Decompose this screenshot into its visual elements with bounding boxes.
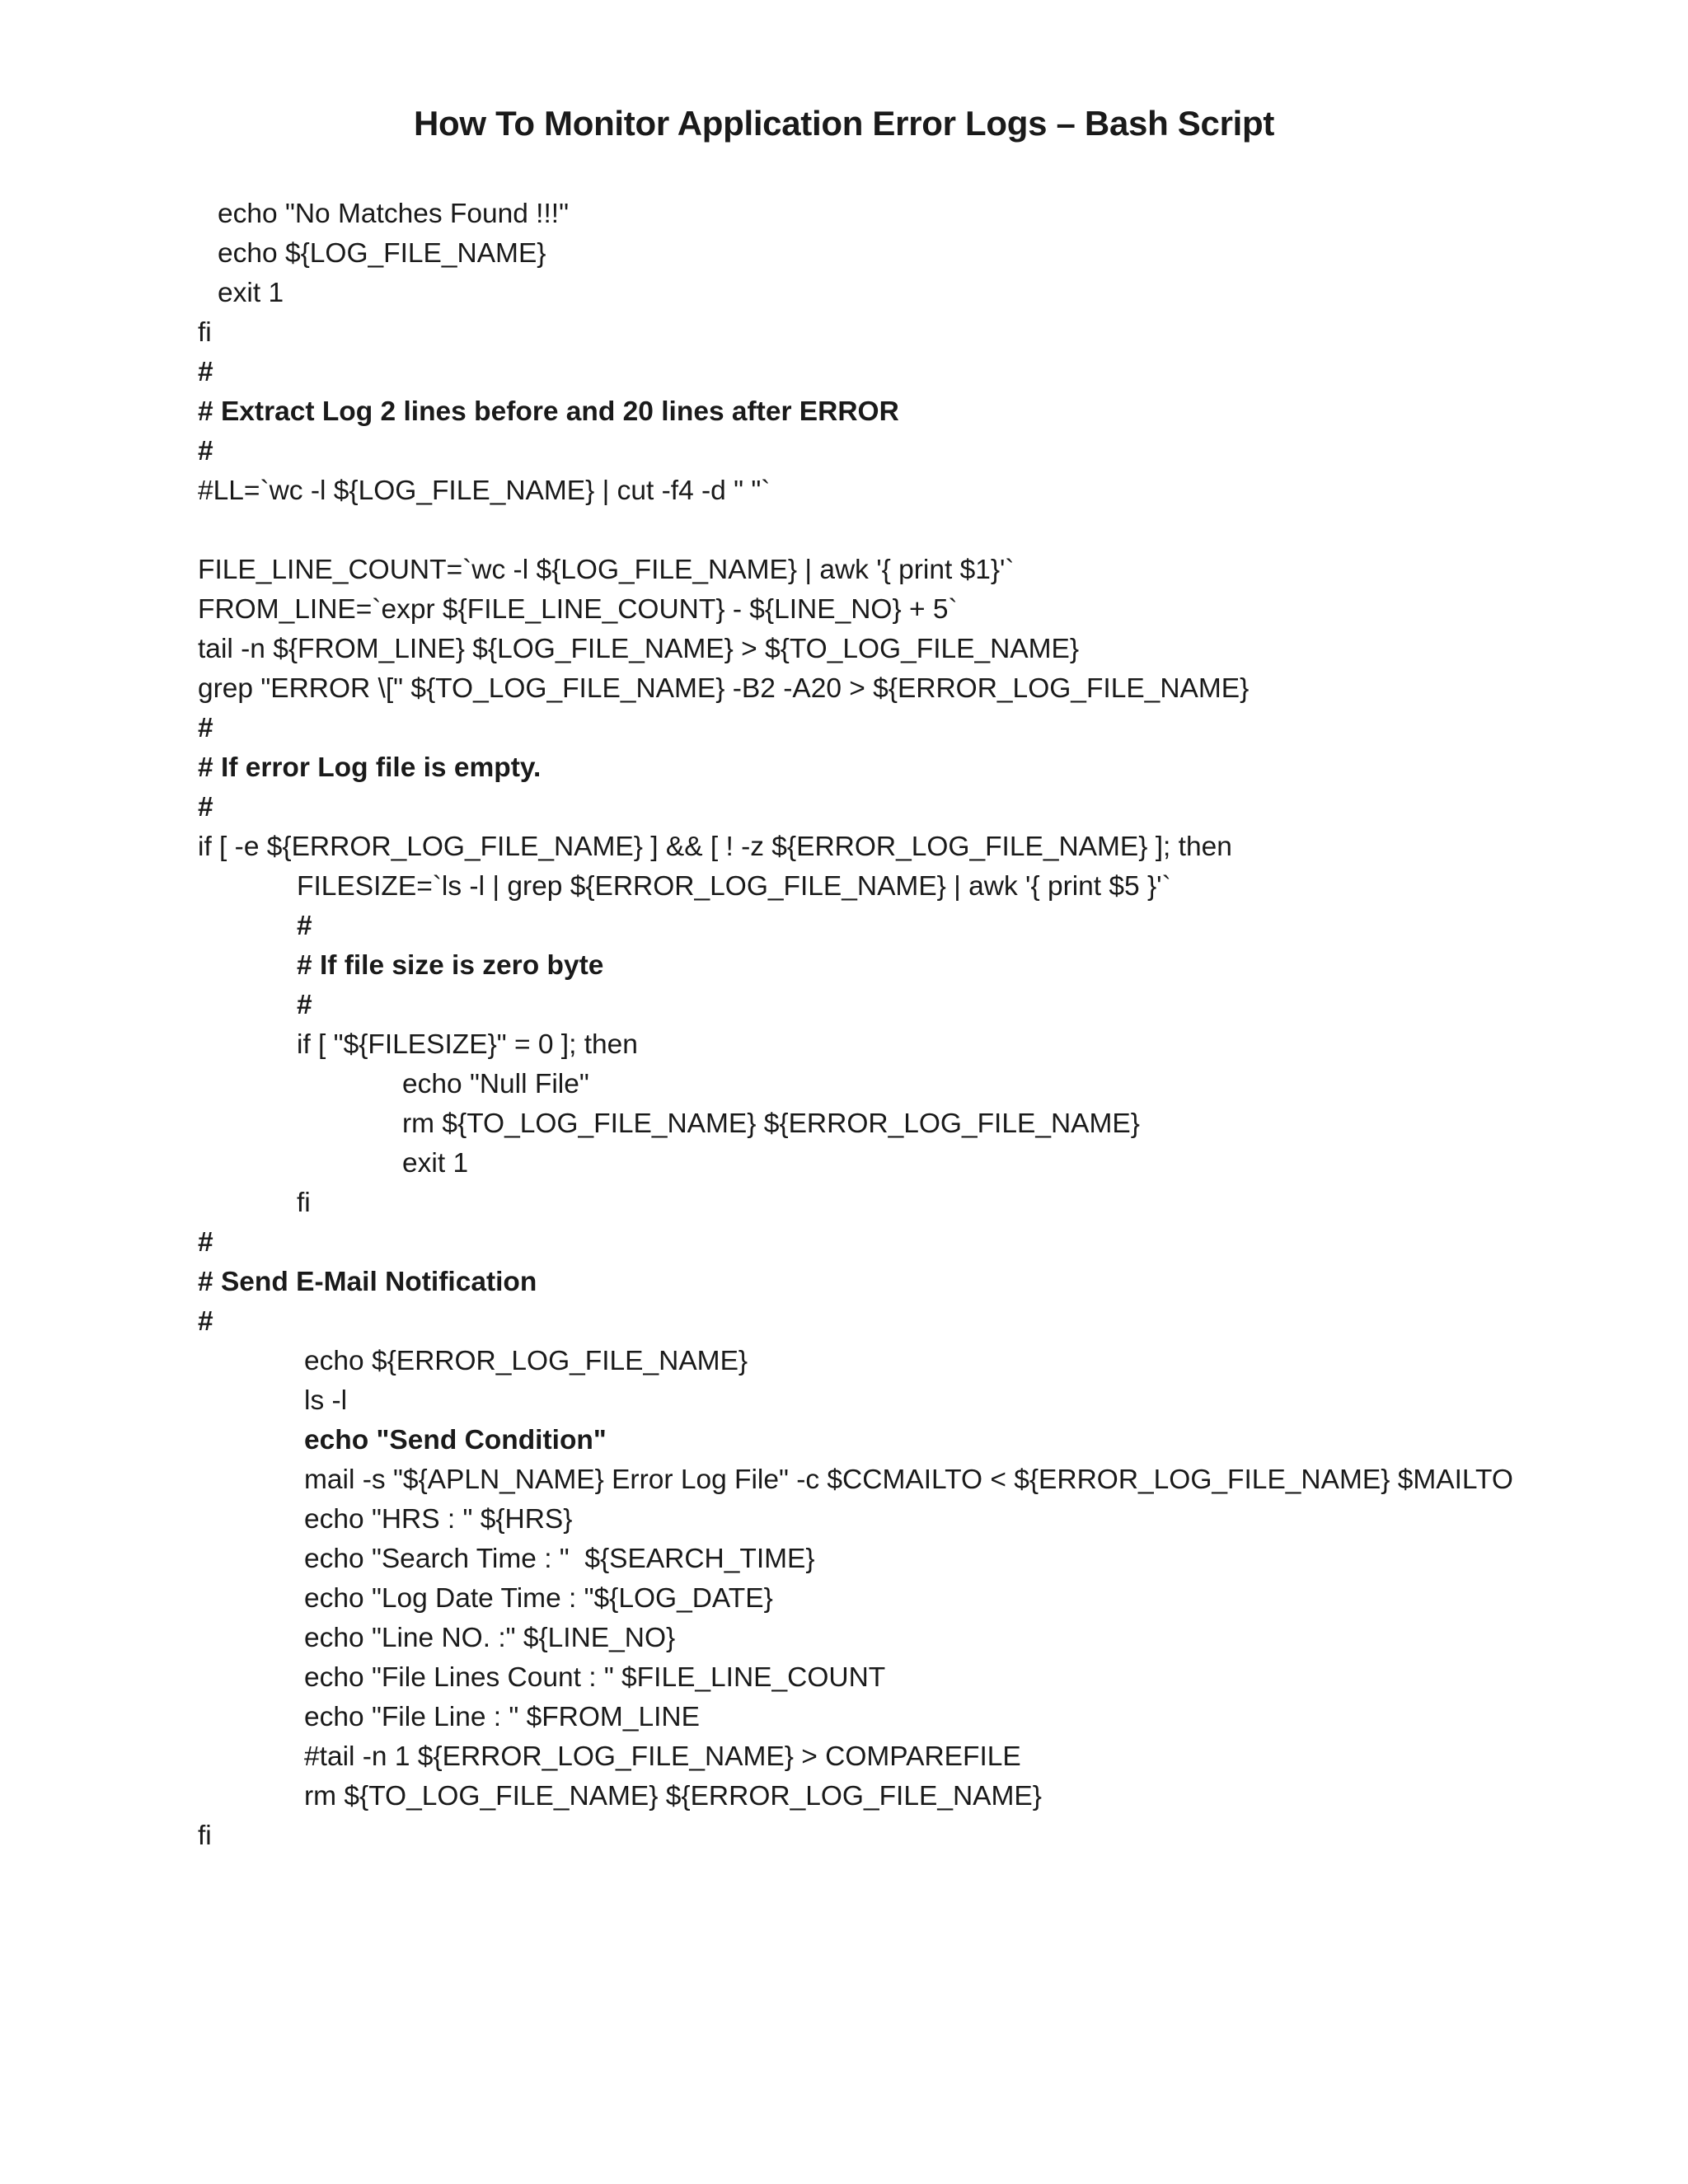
comment-line: #: [297, 911, 312, 941]
code-line: echo ${LOG_FILE_NAME}: [218, 238, 546, 269]
comment-line: # If file size is zero byte: [297, 950, 604, 981]
document-title: How To Monitor Application Error Logs – Bash Script: [413, 104, 1275, 143]
code-line: echo ${ERROR_LOG_FILE_NAME}: [304, 1346, 748, 1376]
code-line: if [ "${FILESIZE}" = 0 ]; then: [297, 1029, 638, 1060]
code-line: if [ -e ${ERROR_LOG_FILE_NAME} ] && [ ! -z ${ERROR_LOG_FILE_NAME} ]; then: [198, 832, 1232, 862]
code-line: FILESIZE=`ls -l | grep ${ERROR_LOG_FILE_NAME} | awk '{ print $5 }'`: [297, 871, 1171, 902]
comment-line: #: [198, 436, 213, 466]
comment-line: #: [297, 990, 312, 1020]
comment-line: # Send E-Mail Notification: [198, 1267, 537, 1297]
code-line: echo "File Lines Count : " $FILE_LINE_COUNT: [304, 1662, 886, 1693]
code-line: mail -s "${APLN_NAME} Error Log File" -c $CCMAILTO < ${ERROR_LOG_FILE_NAME} $MAILTO: [304, 1465, 1513, 1495]
code-line: tail -n ${FROM_LINE} ${LOG_FILE_NAME} > ${TO_LOG_FILE_NAME}: [198, 634, 1080, 664]
code-line: fi: [198, 1821, 212, 1851]
code-line: rm ${TO_LOG_FILE_NAME} ${ERROR_LOG_FILE_NAME}: [304, 1781, 1042, 1811]
code-line: rm ${TO_LOG_FILE_NAME} ${ERROR_LOG_FILE_NAME}: [402, 1108, 1140, 1139]
comment-line: #: [198, 1306, 213, 1337]
code-line: grep "ERROR \[" ${TO_LOG_FILE_NAME} -B2 -A20 > ${ERROR_LOG_FILE_NAME}: [198, 673, 1250, 704]
code-line: ls -l: [304, 1385, 348, 1416]
code-line: fi: [297, 1188, 311, 1218]
comment-line: # Extract Log 2 lines before and 20 lines after ERROR: [198, 396, 899, 427]
comment-line: # If error Log file is empty.: [198, 752, 542, 783]
code-line: FILE_LINE_COUNT=`wc -l ${LOG_FILE_NAME} | awk '{ print $1}'`: [198, 555, 1015, 585]
comment-line: #: [198, 792, 213, 823]
code-line: echo "Line NO. :" ${LINE_NO}: [304, 1623, 676, 1653]
code-line: echo "Send Condition": [304, 1425, 607, 1455]
comment-line: #: [198, 1227, 213, 1258]
code-line: exit 1: [218, 278, 284, 308]
code-line: echo "Null File": [402, 1069, 589, 1099]
code-line: echo "File Line : " $FROM_LINE: [304, 1702, 700, 1732]
code-line: exit 1: [402, 1148, 469, 1179]
code-line: #tail -n 1 ${ERROR_LOG_FILE_NAME} > COMPAREFILE: [304, 1741, 1021, 1772]
code-line: echo "No Matches Found !!!": [218, 199, 569, 229]
code-line: echo "HRS : " ${HRS}: [304, 1504, 573, 1535]
code-line: echo "Search Time : " ${SEARCH_TIME}: [304, 1544, 815, 1574]
code-line: FROM_LINE=`expr ${FILE_LINE_COUNT} - ${LINE_NO} + 5`: [198, 594, 958, 625]
comment-line: #: [198, 357, 213, 387]
code-line: fi: [198, 317, 212, 348]
code-line: echo "Log Date Time : "${LOG_DATE}: [304, 1583, 773, 1614]
code-line: #LL=`wc -l ${LOG_FILE_NAME} | cut -f4 -d " "`: [198, 476, 771, 506]
comment-line: #: [198, 713, 213, 743]
